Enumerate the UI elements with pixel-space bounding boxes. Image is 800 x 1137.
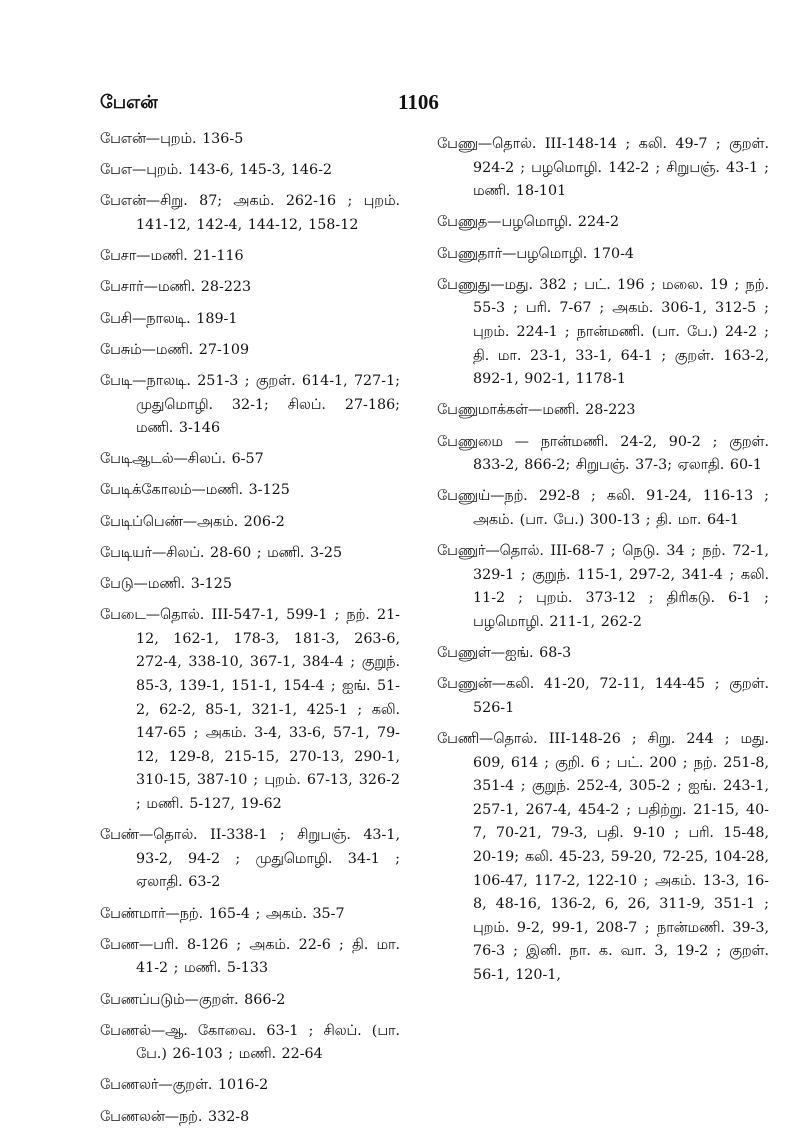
- index-entry: பேணுத—பழமொழி. 224-2: [437, 214, 620, 231]
- index-entry: பேணுய்—நற். 292-8 ; கலி. 91-24, 116-13 ; அகம். (பா. பே.) 300-13 ; தி. மா. 64-1: [437, 488, 769, 528]
- index-entry: பேஎன்—சிறு. 87; அகம். 262-16 ; புறம். 141-12, 142-4, 144-12, 158-12: [100, 193, 400, 233]
- index-entry: பேசும்—மணி. 27-109: [100, 341, 250, 358]
- index-entry: பேணு—தொல். III-148-14 ; கலி. 49-7 ; குறள். 924-2 ; பழமொழி. 142-2 ; சிறுபஞ். 43-1 ; மணி. 18-101: [437, 136, 769, 200]
- index-entry: பேடிக்கோலம்—மணி. 3-125: [100, 482, 290, 499]
- index-entry: பேணலன்—நற். 332-8: [100, 1108, 250, 1125]
- index-entry: பேணுமாக்கள்—மணி. 28-223: [437, 402, 636, 419]
- index-entry: பேடியர்—சிலப். 28-60 ; மணி. 3-25: [100, 544, 343, 561]
- index-entry: பேணுன்—கலி. 41-20, 72-11, 144-45 ; குறள். 526-1: [437, 676, 769, 716]
- index-entry: பேடி—நாலடி. 251-3 ; குறள். 614-1, 727-1; முதுமொழி. 32-1; சிலப். 27-186; மணி. 3-146: [100, 372, 400, 437]
- page-header: [0, 0, 800, 130]
- index-entry: பேண்மார்—நற். 165-4 ; அகம். 35-7: [100, 905, 345, 922]
- index-entry: பேணலர்—குறள். 1016-2: [100, 1077, 269, 1094]
- left-column: [100, 128, 400, 1137]
- index-entry: பேடிப்பெண்—அகம். 206-2: [100, 513, 285, 530]
- index-entry: பேணுமை — நான்மணி. 24-2, 90-2 ; குறள். 833-2, 866-2; சிறுபஞ். 37-3; ஏலாதி. 60-1: [437, 433, 769, 474]
- index-entry: பேணல்—ஆ. கோவை. 63-1 ; சிலப். (பா. பே.) 26-103 ; மணி. 22-64: [100, 1022, 400, 1063]
- page-number: 1106: [398, 90, 439, 114]
- index-entry: பேஎன்—புறம். 136-5: [100, 131, 244, 147]
- running-head: பேஎன்: [100, 92, 158, 113]
- index-entry: பேடு—மணி. 3-125: [100, 576, 232, 593]
- index-entry: பேணப்படும்—குறள். 866-2: [100, 991, 286, 1008]
- index-entry: பேடை—தொல். III-547-1, 599-1 ; நற். 21-12, 162-1, 178-3, 181-3, 263-6, 272-4, 338-10, 367-1, 384-4 ; குறுந். 85-3, 139-1, 151-1, 154-4 ; ஐங். 51-2, 62-2, 85-1, 321-1, 425-1 ; கலி. 147-65 ; அகம். 3-4, 33-6, 57-1, 79-12, 129-8, 215-15, 270-13, 290-1, 310-15, 387-10 ; புறம். 67-13, 326-2 ; மணி. 5-127, 19-62: [100, 607, 400, 812]
- index-entry: பேண—பரி. 8-126 ; அகம். 22-6 ; தி. மா. 41-2 ; மணி. 5-133: [100, 936, 400, 977]
- index-entry: பேடிஆடல்—சிலப். 6-57: [100, 451, 264, 468]
- index-entry: பேணுள்—ஐங். 68-3: [437, 645, 572, 662]
- index-entry: பேணுர்—தொல். III-68-7 ; நெடு. 34 ; நற். 72-1, 329-1 ; குறுந். 115-1, 297-2, 341-4 ; கலி. 11-2 ; புறம். 373-12 ; திரிகடு. 6-1 ; பழமொழி. 211-1, 262-2: [437, 543, 769, 630]
- right-column: [437, 133, 769, 995]
- index-entry: பேணுதார்—பழமொழி. 170-4: [437, 245, 635, 262]
- index-entry: பேசார்—மணி. 28-223: [100, 279, 252, 296]
- index-entry: பேண்—தொல். II-338-1 ; சிறுபஞ். 43-1, 93-2, 94-2 ; முதுமொழி. 34-1 ; ஏலாதி. 63-2: [100, 827, 400, 891]
- index-entry: பேஎ—புறம். 143-6, 145-3, 146-2: [100, 162, 333, 179]
- index-entry: பேசா—மணி. 21-116: [100, 248, 244, 265]
- index-entry: பேணி—தொல். III-148-26 ; சிறு. 244 ; மது. 609, 614 ; குறி. 6 ; பட். 200 ; நற். 251-8, 351-4 ; குறுந். 252-4, 305-2 ; ஐங். 243-1, 257-1, 267-4, 454-2 ; பதிற்று. 21-15, 40-7, 70-21, 79-3, பதி. 9-10 ; பரி. 15-48, 20-19; கலி. 45-23, 59-20, 72-25, 104-28, 106-47, 117-2, 122-10 ; அகம். 13-3, 16-8, 48-16, 136-2, 6, 26, 311-9, 351-1 ; புறம். 9-2, 99-1, 208-7 ; நான்மணி. 39-3, 76-3 ; இனி. நா. க. வா. 3, 19-2 ; குறள். 56-1, 120-1,: [437, 731, 769, 983]
- index-entry: பேணுது—மது. 382 ; பட். 196 ; மலை. 19 ; நற். 55-3 ; பரி. 7-67 ; அகம். 306-1, 312-5 ; புறம். 224-1 ; நான்மணி. (பா. பே.) 24-2 ; தி. மா. 23-1, 33-1, 64-1 ; குறள். 163-2, 892-1, 902-1, 1178-1: [437, 276, 769, 388]
- index-entry: பேசி—நாலடி. 189-1: [100, 310, 238, 327]
